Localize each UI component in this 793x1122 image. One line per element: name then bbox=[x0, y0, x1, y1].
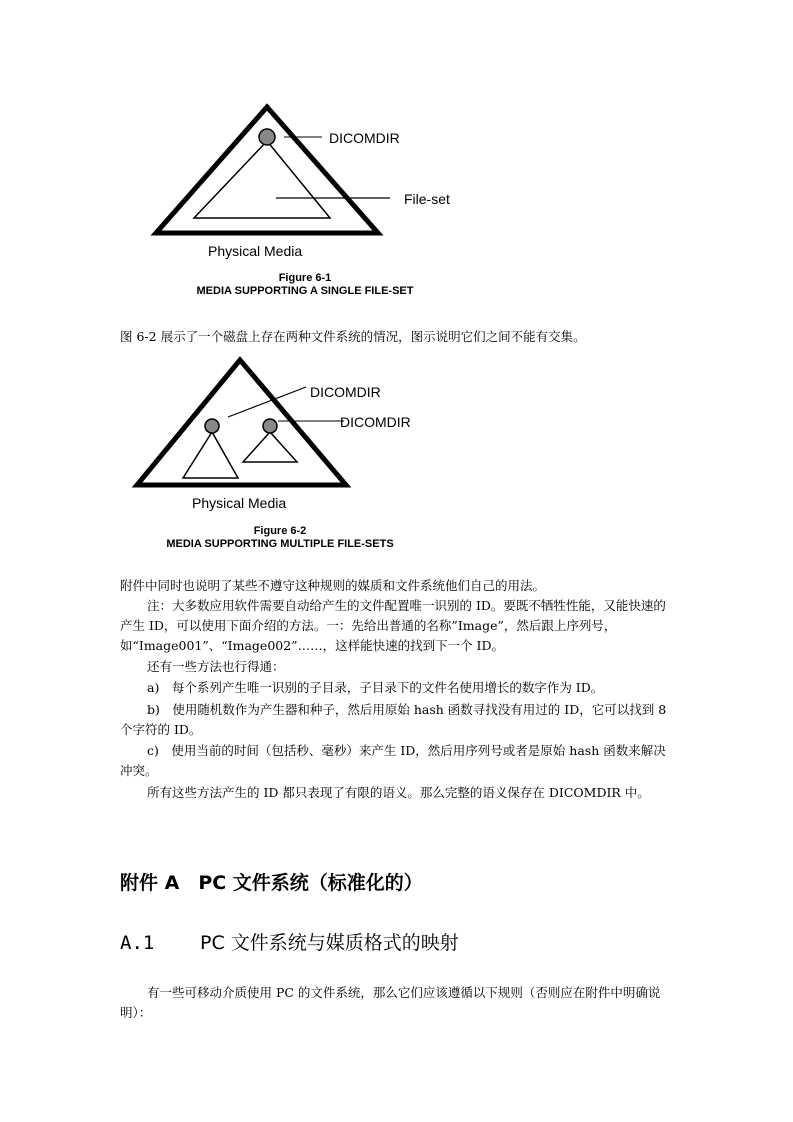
figure-6-1-diagram bbox=[140, 95, 480, 265]
section-a1-heading bbox=[120, 928, 459, 955]
file-set-label: File-set bbox=[404, 191, 450, 207]
semantics-paragraph: 所有这些方法产生的 ID 都只表现了有限的语义。那么完整的语义保存在 DICOMDIR 中。 bbox=[147, 785, 650, 800]
dicomdir-1-label: DICOMDIR bbox=[310, 384, 381, 400]
figure-6-1-number: Figure 6-1 bbox=[278, 272, 332, 284]
physical-media-triangle bbox=[137, 360, 346, 485]
dicomdir-label: DICOMDIR bbox=[329, 130, 400, 146]
method-c-item: c) 使用当前的时间（包括秒、毫秒）来产生 ID，然后用序列号或者是原始 hash 函数来解决冲突。 bbox=[120, 743, 666, 778]
figure-6-2-intro-paragraph: 图 6-2 展示了一个磁盘上存在两种文件系统的情况，图示说明它们之间不能有交集。 bbox=[120, 329, 586, 344]
physical-media-label: Physical Media bbox=[208, 243, 303, 259]
figure-6-1-caption bbox=[160, 272, 450, 298]
figure-6-2-title: MEDIA SUPPORTING MULTIPLE FILE-SETS bbox=[166, 538, 394, 550]
dicomdir-2-label: DICOMDIR bbox=[340, 414, 411, 430]
file-set-1-triangle bbox=[183, 432, 238, 478]
section-a1-title: PC 文件系统与媒质格式的映射 bbox=[200, 932, 459, 954]
method-b-item: b) 使用随机数作为产生器和种子，然后用原始 hash 函数寻找没有用过的 ID，它可以找到 8 个字符的 ID。 bbox=[120, 702, 667, 737]
other-methods-paragraph: 还有一些方法也行得通： bbox=[147, 659, 285, 674]
dicomdir-node-1 bbox=[205, 419, 219, 433]
figure-6-2-diagram bbox=[125, 350, 445, 515]
figure-6-1-title: MEDIA SUPPORTING A SINGLE FILE-SET bbox=[196, 285, 414, 297]
physical-media-label: Physical Media bbox=[192, 495, 287, 511]
annex-a-intro-paragraph: 有一些可移动介质使用 PC 的文件系统，那么它们应该遵循以下规则（否则应在附件中明确说明）： bbox=[120, 985, 661, 1020]
dicomdir-node bbox=[259, 129, 275, 145]
id-generation-note-paragraph: 注：大多数应用软件需要自动给产生的文件配置唯一识别的 ID。要既不牺牲性能，又能快速的产生 ID，可以使用下面介绍的方法。一：先给出普通的名称”Image”，然后跟上序列号，如“Image001”、“Image002”……，这样能快速的找到下一个 ID。 bbox=[120, 598, 666, 653]
figure-6-2-number: Figure 6-2 bbox=[253, 525, 307, 537]
figure-6-2-caption bbox=[135, 525, 425, 551]
method-a-item: a) 每个系列产生唯一识别的子目录，子目录下的文件名使用增长的数字作为 ID。 bbox=[147, 680, 604, 695]
section-a1-number: A.1 bbox=[120, 932, 155, 954]
dicomdir-node-2 bbox=[263, 419, 277, 433]
file-set-2-triangle bbox=[243, 432, 297, 462]
appendix-note-paragraph: 附件中同时也说明了某些不遵守这种规则的媒质和文件系统他们自己的用法。 bbox=[120, 578, 546, 593]
annex-a-heading: 附件 A PC 文件系统（标准化的） bbox=[120, 872, 423, 894]
physical-media-triangle bbox=[156, 107, 378, 233]
